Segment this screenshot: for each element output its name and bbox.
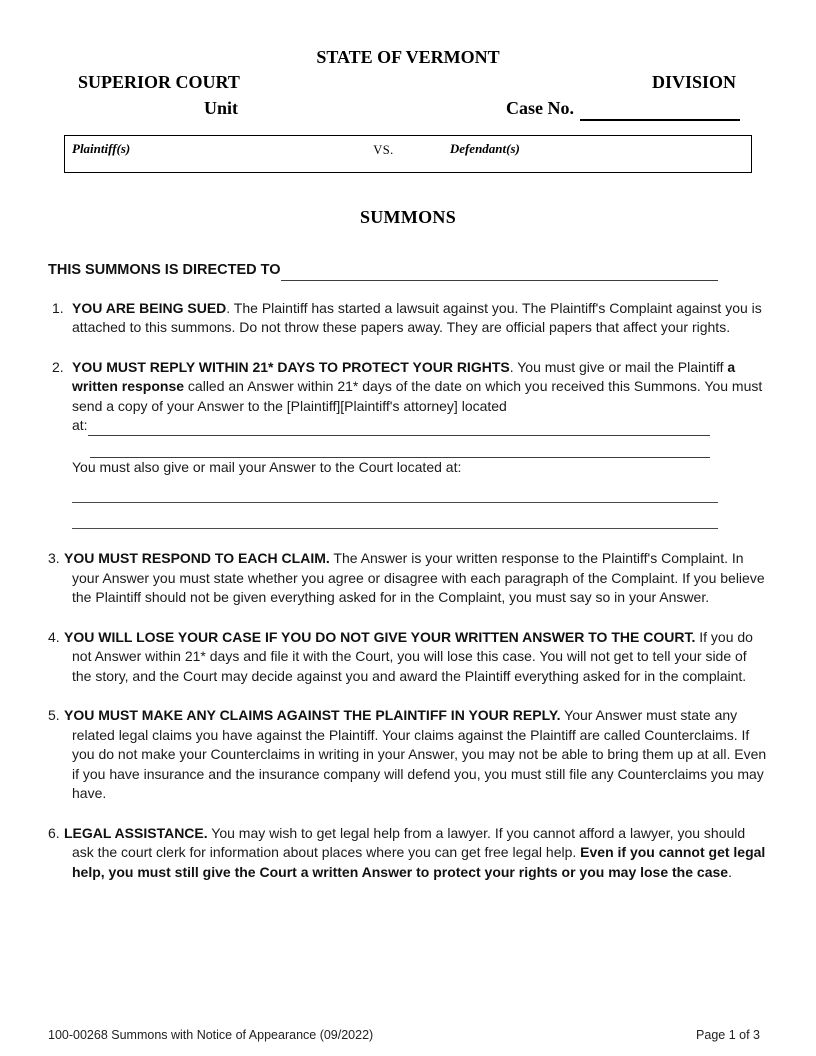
header-row-court-division (48, 70, 768, 94)
header-case-cell (394, 95, 768, 121)
footer-page-number: Page 1 of 3 (696, 1028, 760, 1042)
item-number: 1. (52, 299, 64, 316)
item-legal-assistance (48, 824, 768, 883)
item-bold-lead: YOU MUST RESPOND TO EACH CLAIM. (64, 550, 330, 566)
item-bold-mid: a written response (72, 358, 736, 394)
summons-title: SUMMONS (359, 207, 457, 227)
item-bold-lead: YOU ARE BEING SUED (72, 299, 227, 316)
item-number: 2. (52, 358, 64, 375)
item-bold-lead: YOU MUST REPLY WITHIN 21* DAYS TO PROTECT YOUR RIGHTS (72, 358, 510, 375)
item-number: 5. (48, 707, 60, 723)
header-state-title: STATE OF VERMONT (316, 47, 500, 67)
item-you-are-being-sued (52, 299, 768, 338)
case-no-label: Case No. (506, 98, 574, 118)
plaintiff-cell (65, 136, 373, 172)
item-text: . The Plaintiff has started a lawsuit against you. The Plaintiff's Complaint against you is attached to this summons. Do not throw these papers away. They are official papers that affect your rights. (72, 299, 762, 335)
court-address-blank-line-1 (72, 490, 718, 503)
party-caption-box (64, 135, 752, 173)
item-text: . You must give or mail the Plaintiff (509, 358, 728, 375)
item-text: You may wish to get legal help from a lawyer. If you cannot afford a lawyer, you should ask the court clerk for information about places where you can get free legal help. (72, 824, 746, 860)
directed-to-blank-line (281, 265, 718, 281)
answer-address-row-2 (90, 442, 710, 458)
header-unit-label: Unit (203, 98, 238, 118)
item-bold-lead: YOU WILL LOSE YOUR CASE IF YOU DO NOT GIVE YOUR WRITTEN ANSWER TO THE COURT. (64, 628, 696, 645)
item-bold-lead: LEGAL ASSISTANCE. (64, 824, 208, 841)
item-respond-each-claim (48, 549, 768, 608)
defendant-label: Defendant(s) (449, 141, 520, 156)
at-label: at: (72, 417, 88, 433)
vs-label: VS. (373, 143, 394, 157)
item-number: 6. (48, 824, 60, 841)
answer-address-row-1 (72, 416, 710, 436)
item-text: Your Answer must state any related legal claims you have against the Plaintiff. Your claims against the Plaintiff are called Counterclaims. If you do not make your Counterclaims in writing in your Answer, you may not be able to bring them up at all. Even if you have insurance and the insurance company will defend you, you must still file any Counterclaims you may have. (72, 707, 767, 801)
header-superior-court: SUPERIOR COURT (78, 72, 240, 92)
item-number: 3. (48, 550, 60, 566)
header-unit-cell (48, 95, 394, 121)
case-no-blank-line (580, 99, 740, 121)
item-bold-lead: YOU MUST MAKE ANY CLAIMS AGAINST THE PLAINTIFF IN YOUR REPLY. (64, 707, 561, 723)
directed-to-row (48, 261, 718, 281)
item-text: If you do not Answer within 21* days and file it with the Court, you will lose this case. You will not get to tell your side of the story, and the Court may decide against you and award the Plaintiff everything asked for in the complaint. (72, 628, 753, 684)
item-text: called an Answer within 21* days of the date on which you received this Summons. You must send a copy of your Answer to the [Plaintiff][Plaintiff's attorney] located (72, 378, 763, 414)
item-bold-tail: Even if you cannot get legal help, you must still give the Court a written Answer to protect your rights or you may lose the case (72, 844, 766, 880)
defendant-cell (394, 136, 751, 172)
answer-address-blank-line-2 (90, 442, 710, 458)
court-address-blank-line-2 (72, 516, 718, 529)
summons-items (48, 299, 768, 883)
footer-form-number: 100-00268 Summons with Notice of Appearance (09/2022) (48, 1028, 374, 1042)
item-lose-case (48, 628, 768, 687)
directed-to-label: THIS SUMMONS IS DIRECTED TO (48, 262, 281, 278)
court-address-row-2 (72, 511, 718, 529)
court-address-instruction: You must also give or mail your Answer to the Court located at: (72, 458, 462, 475)
answer-address-blank-line-1 (88, 420, 710, 436)
item-number: 4. (48, 628, 60, 645)
court-address-row-1 (72, 485, 718, 503)
item-text-period: . (728, 863, 732, 880)
item-counterclaims (48, 706, 768, 804)
item-text: The Answer is your written response to the Plaintiff's Complaint. In your Answer you must state whether you agree or disagree with each paragraph of the Complaint. If you believe the Plaintiff should not be given everything asked for in the Complaint, you must say so in your Answer. (72, 550, 765, 605)
plaintiff-label: Plaintiff(s) (72, 141, 131, 156)
page-footer (48, 1027, 760, 1043)
header-division: DIVISION (651, 72, 736, 92)
item-must-reply (52, 358, 768, 530)
header-row-unit-case (48, 95, 768, 121)
